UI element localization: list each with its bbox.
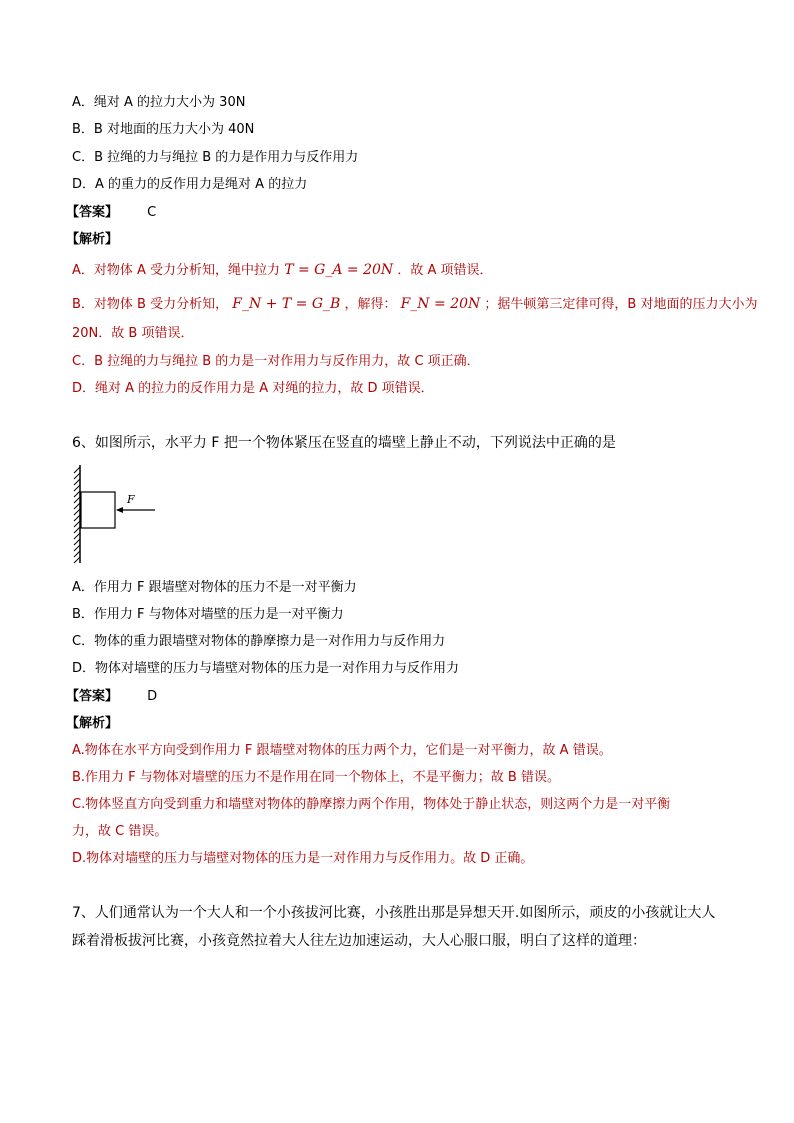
wall-block-figure <box>68 465 163 565</box>
answer-label: 【答案】 <box>66 689 119 704</box>
analysis-text: B．对物体 B 受力分析知， <box>72 297 229 312</box>
q6-option-d: D．物体对墙壁的压力与墙壁对物体的压力是一对作用力与反作用力 <box>72 661 460 676</box>
arrow-head-icon <box>116 507 123 513</box>
q5-analysis-b-cont: 20N．故 B 项错误． <box>72 326 194 341</box>
q6-analysis-c-cont: 力，故 C 错误。 <box>72 824 168 839</box>
q6-analysis-c: C.物体竖直方向受到重力和墙壁对物体的静摩擦力两个作用，物体处于静止状态，则这两个力是一对平衡 <box>72 797 671 812</box>
q6-option-c: C．物体的重力跟墙壁对物体的静摩擦力是一对作用力与反作用力 <box>72 634 446 649</box>
q6-option-a: A．作用力 F 跟墙壁对物体的压力不是一对平衡力 <box>72 580 357 595</box>
q6-stem: 6、如图所示，水平力 F 把一个物体紧压在竖直的墙壁上静止不动，下列说法中正确的是 <box>72 435 616 451</box>
q6-analysis-b: B.作用力 F 与物体对墙壁的压力不是作用在同一个物体上，不是平衡力；故 B 错误。 <box>72 770 560 785</box>
q7-stem-line2: 踩着滑板拔河比赛，小孩竟然拉着大人往左边加速运动，大人心服口服，明白了这样的道理： <box>72 933 646 949</box>
formula: F_N + T = G_B <box>232 296 341 312</box>
q7-stem-line1: 7、人们通常认为一个大人和一个小孩拔河比赛，小孩胜出那是异想天开.如图所示，顽皮的小孩就让大人 <box>72 905 716 921</box>
formula: F_N = 20N <box>400 296 481 312</box>
block-shape <box>81 492 115 528</box>
q5-analysis-a <box>72 261 492 280</box>
q6-analysis-a: A.物体在水平方向受到作用力 F 跟墙壁对物体的压力两个力，它们是一对平衡力，故 A 错误。 <box>72 743 612 758</box>
q6-analysis-d: D.物体对墙壁的压力与墙壁对物体的压力是一对作用力与反作用力。故 D 正确。 <box>72 851 534 866</box>
q5-option-b: B．B 对地面的压力大小为 40N <box>72 122 255 137</box>
answer-value: D <box>147 689 158 704</box>
q5-option-a: A．绳对 A 的拉力大小为 30N <box>72 95 246 110</box>
q5-analysis-label: 【解析】 <box>66 232 119 247</box>
analysis-text: ，解得： <box>344 297 397 312</box>
q5-option-c: C．B 拉绳的力与绳拉 B 的力是作用力与反作用力 <box>72 150 359 165</box>
analysis-text: A．对物体 A 受力分析知，绳中拉力 <box>72 263 281 278</box>
q6-analysis-label: 【解析】 <box>66 716 119 731</box>
q6-answer-row <box>66 688 157 706</box>
analysis-text: ；据牛顿第三定律可得，B 对地面的压力大小为 <box>484 297 758 312</box>
q5-analysis-c: C．B 拉绳的力与绳拉 B 的力是一对作用力与反作用力，故 C 项正确． <box>72 354 480 369</box>
wall-hatch-icon <box>74 465 80 563</box>
q5-analysis-b <box>72 295 757 314</box>
q6-option-b: B．作用力 F 与物体对墙壁的压力是一对平衡力 <box>72 607 344 622</box>
answer-value: C <box>147 205 157 220</box>
q5-answer-row <box>66 204 156 222</box>
q5-option-d: D．A 的重力的反作用力是绳对 A 的拉力 <box>72 177 308 192</box>
q5-analysis-d: D．绳对 A 的拉力的反作用力是 A 对绳的拉力，故 D 项错误． <box>72 381 434 396</box>
answer-label: 【答案】 <box>66 205 119 220</box>
analysis-text: ．故 A 项错误． <box>397 263 493 278</box>
formula: T = G_A = 20N <box>284 262 394 278</box>
force-label: F <box>127 493 135 506</box>
